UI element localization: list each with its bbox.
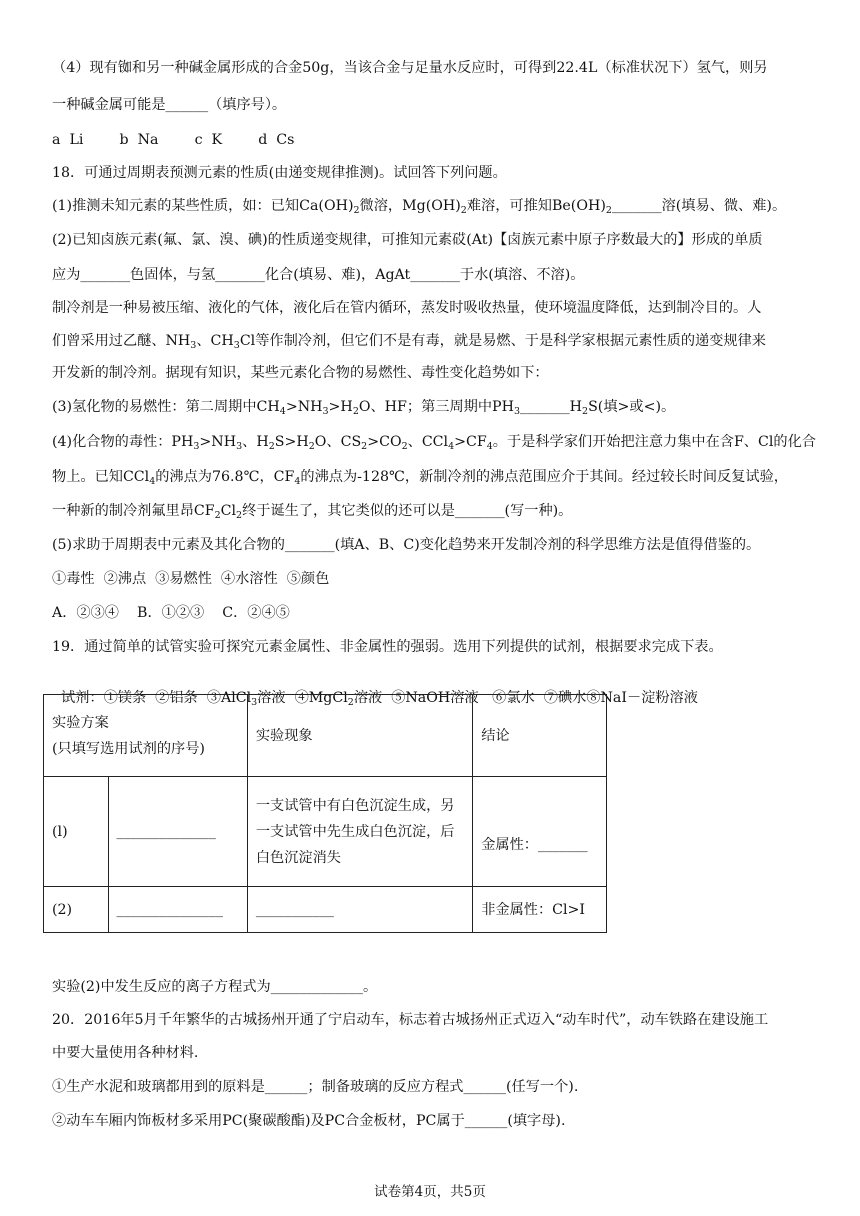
- header-plan: [44, 695, 248, 777]
- q18-intro: 18．可通过周期表预测元素的性质(由递变规律推测)。试回答下列问题。: [52, 165, 507, 181]
- q18-part2-line2: 应为_______色固体，与氢_______化合(填易、难)，AgAt_______于水(填溶、不溶)。: [52, 267, 585, 283]
- q20-line1: 20．2016年5月千年繁华的古城扬州开通了宁启动车，标志着古城扬州正式迈入“动车时代”，动车铁路在建设施工: [52, 1012, 769, 1028]
- row1-phenomenon-line2: 一支试管中先生成白色沉淀，后: [255, 823, 455, 840]
- q19-intro: 19．通过简单的试管实验可探究元素金属性、非金属性的强弱。选用下列提供的试剂，根据要求完成下表。: [52, 639, 723, 655]
- q18-part4-line3: 一种新的制冷剂氟里昂$CF_2Cl_2$终于诞生了，其它类似的还可以是_______(写一种)。: [52, 503, 573, 521]
- refrigerant-para-line3: 开发新的制冷剂。据现有知识，某些元素化合物的易燃性、毒性变化趋势如下：: [52, 365, 549, 381]
- header-plan-note: (只填写选用试剂的序号): [52, 740, 205, 757]
- row1-plan-blank: ______________: [108, 777, 247, 887]
- row2-phenomenon-blank: ___________: [247, 887, 472, 933]
- table-row: [44, 887, 607, 933]
- q18-part4-line1: (4)化合物的毒性：$PH_3>NH_3$、$H_2S>H_2O$、$CS_2>CO_2$、$CCl_4>CF_4$。于是科学家们开始把注意力集中在含F、Cl的化合: [52, 434, 816, 452]
- row1-phenomenon-line3: 白色沉淀消失: [255, 849, 341, 866]
- q18-part2-line1: (2)已知卤族元素(氟、氯、溴、碘)的性质递变规律，可推知元素砹(At)【卤族元素中原子序数最大的】形成的单质: [52, 232, 763, 248]
- q18-part5: (5)求助于周期表中元素及其化合物的_______(填A、B、C)变化趋势来开发制冷剂的科学思维方法是值得借鉴的。: [52, 537, 761, 553]
- q17-4-options: a Li b Na c K d Cs: [52, 132, 295, 148]
- row1-phenomenon-line1: 一支试管中有白色沉淀生成，另: [255, 797, 455, 814]
- row1-label: (l): [44, 777, 109, 887]
- q19-reagents: 试剂：①镁条 ②铝条 ③AlCl$_3$溶液 ④MgCl$_2$溶液 ⑤NaOH溶液 ⑥氯水 ⑦碘水⑧NaI－淀粉溶液: [61, 690, 698, 708]
- q20-line3: ①生产水泥和玻璃都用到的原料是______；制备玻璃的反应方程式______(任写一个).: [52, 1079, 579, 1095]
- q18-part3: (3)氢化物的易燃性：第二周期中$CH_4>NH_3>H_2O$、HF；第三周期中$PH_3\_\_\_\_\_\_\_H_2S$(填>或<)。: [52, 399, 676, 417]
- q18-part5-options: A．②③④ B．①②③ C．②④⑤: [52, 605, 290, 621]
- row2-conclusion: 非金属性：Cl>I: [473, 887, 607, 933]
- experiment-table: [43, 694, 607, 933]
- row2-plan-blank: _______________: [108, 887, 247, 933]
- q17-4-line2: 一种碱金属可能是______（填序号）。: [52, 97, 287, 113]
- q19-ionic-equation: 实验(2)中发生反应的离子方程式为_____________。: [52, 979, 378, 995]
- q20-line4: ②动车车厢内饰板材多采用PC(聚碳酸酯)及PC合金板材，PC属于______(填字母).: [52, 1113, 566, 1129]
- header-phenomenon: 实验现象: [247, 695, 472, 777]
- page-footer: 试卷第4页，共5页: [374, 1184, 486, 1200]
- table-header-row: [44, 695, 607, 777]
- header-conclusion: 结论: [473, 695, 607, 777]
- q17-4-line1: （4）现有铷和另一种碱金属形成的合金50g，当该合金与足量水反应时，可得到22.4L（标准状况下）氢气，则另: [52, 60, 768, 76]
- table-row: [44, 777, 607, 887]
- row1-conclusion-text: 金属性：_______: [481, 836, 588, 853]
- refrigerant-para-line1: 制冷剂是一种易被压缩、液化的气体，液化后在管内循环，蒸发时吸收热量，使环境温度降低，达到制冷目的。人: [52, 300, 762, 316]
- q18-part5-items: ①毒性 ②沸点 ③易燃性 ④水溶性 ⑤颜色: [52, 571, 330, 587]
- q18-part1: (1)推测未知元素的某些性质，如：已知$Ca(OH)_2$微溶，$Mg(OH)_2$难溶，可推知$Be(OH)_2\_\_\_\_\_\_\_$溶(填易、微、难)。: [52, 198, 787, 216]
- refrigerant-para-line2: 们曾采用过乙醚、$NH_3$、$CH_3Cl$等作制冷剂，但它们不是有毒，就是易燃、于是科学家根据元素性质的递变规律来: [52, 333, 766, 351]
- q20-line2: 中要大量使用各种材料.: [52, 1045, 199, 1061]
- row2-label: (2): [44, 887, 109, 933]
- q18-part4-line2: 物上。已知CCl$_4$的沸点为76.8℃，$CF_4$的沸点为-128℃，新制冷剂的沸点范围应介于其间。经过较长时间反复试验，: [52, 469, 788, 487]
- row1-conclusion: [473, 777, 607, 887]
- header-plan-title: 实验方案: [52, 714, 109, 731]
- row1-phenomenon: [247, 777, 472, 887]
